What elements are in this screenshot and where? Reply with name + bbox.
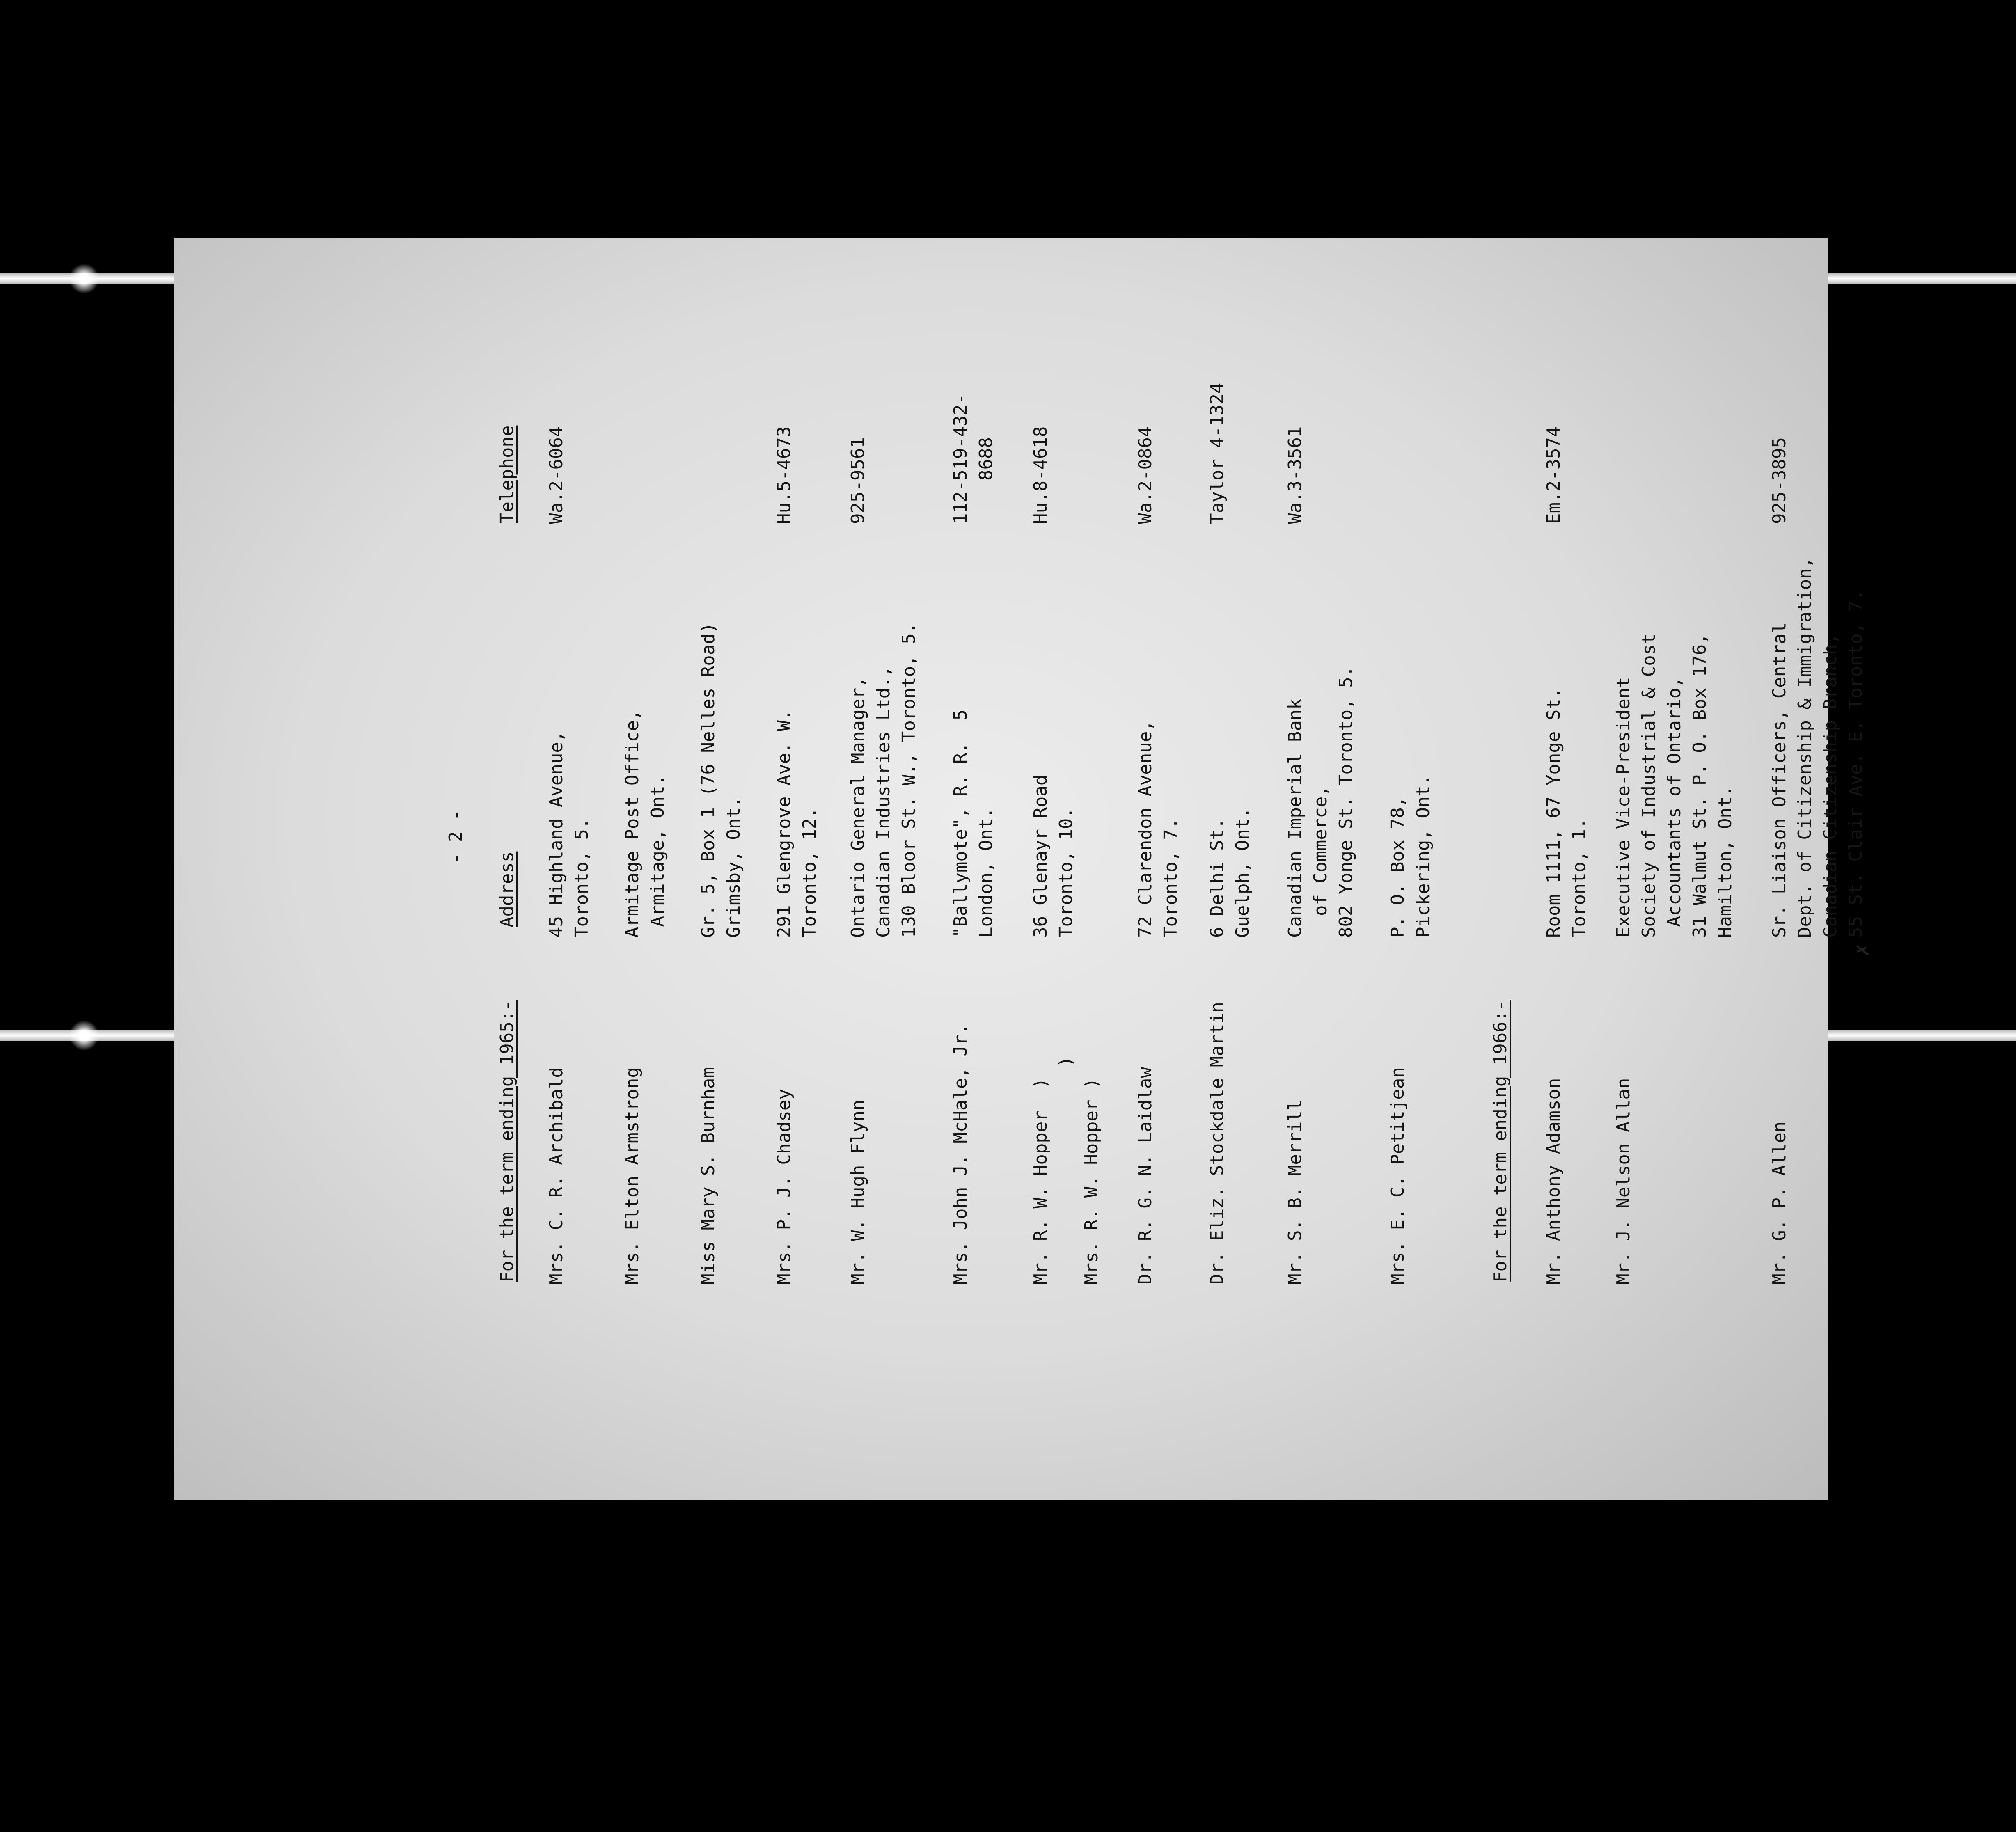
member-name: Mrs. E. C. Petitjean (1387, 1067, 1408, 1285)
member-telephone: Hu.5-4673 (774, 426, 795, 524)
section-heading-1966: For the term ending 1966:- (1490, 1000, 1511, 1282)
member-address: Room 1111, 67 Yonge St. Toronto, 1. (1543, 687, 1590, 938)
member-name: Mrs. P. J. Chadsey (774, 1089, 795, 1285)
member-name: Dr. Eliz. Stockdale Martin (1207, 1002, 1228, 1285)
member-address: "Ballymote", R. R. 5 London, Ont. (950, 709, 997, 938)
member-telephone: 925-3895 (1769, 437, 1790, 524)
column-header-telephone: Telephone (497, 425, 518, 523)
member-address: 6 Delhi St. Guelph, Ont. (1207, 807, 1253, 938)
member-address: Gr. 5, Box 1 (76 Nelles Road) Grimsby, Ont. (698, 622, 744, 938)
member-name: Mr. J. Nelson Allan (1613, 1078, 1634, 1285)
member-address: 291 Glengrove Ave. W. Toronto, 12. (774, 709, 820, 938)
member-name: Mr. G. P. Allen (1769, 1121, 1790, 1285)
member-telephone: Wa.2-6064 (546, 426, 567, 524)
document-page (174, 238, 1874, 1500)
member-telephone: 925-9561 (848, 437, 868, 524)
member-address: Canadian Imperial Bank of Commerce, 802 Yonge St. Toronto, 5. (1285, 666, 1356, 938)
member-name: Mr. S. B. Merrill (1285, 1099, 1306, 1285)
page-number: - 2 - (445, 809, 466, 864)
member-telephone: Hu.8-4618 (1030, 426, 1051, 524)
member-address: Armitage Post Office, Armitage, Ont. (622, 709, 668, 938)
member-name: Mrs. Elton Armstrong (622, 1067, 643, 1285)
member-name: Miss Mary S. Burnham (698, 1067, 719, 1285)
member-telephone: Wa.3-3561 (1285, 426, 1306, 524)
film-sprocket-highlight (70, 263, 99, 295)
member-name: Mrs. C. R. Archibald (546, 1067, 567, 1285)
member-telephone: 112-519-432- 8688 (950, 394, 997, 524)
member-name: Mr. W. Hugh Flynn (848, 1099, 868, 1285)
member-address: 36 Glenayr Road Toronto, 10. (1030, 774, 1077, 938)
member-address: Sr. Liaison Officers, Central Dept. of Citizenship & Immigration, Canadian Citizenship Branch, 55 St. Clair Ave. E. Toronto, 7. (1769, 557, 1866, 938)
member-name: Mr. R. W. Hopper ) ) Mrs. R. W. Hopper ) (1030, 1056, 1102, 1285)
member-telephone: Taylor 4-1324 (1207, 382, 1228, 524)
member-name: Mr. Anthony Adamson (1543, 1078, 1564, 1285)
member-address: P. O. Box 78, Pickering, Ont. (1387, 774, 1434, 938)
member-address: Ontario General Manager, Canadian Industries Ltd., 130 Bloor St. W., Toronto, 5. (848, 622, 919, 938)
page-content (174, 238, 1874, 1500)
handwritten-mark: ✗ (1850, 943, 1874, 956)
column-header-address: Address (497, 851, 518, 927)
film-sprocket-highlight (70, 1019, 99, 1051)
member-name: Mrs. John J. McHale, Jr. (950, 1024, 971, 1285)
section-heading-1965: For the term ending 1965:- (497, 1000, 518, 1282)
member-telephone: Wa.2-0864 (1135, 426, 1156, 524)
member-telephone: Em.2-3574 (1543, 426, 1564, 524)
member-address: 45 Highland Avenue, Toronto, 5. (546, 731, 592, 938)
member-address: Executive Vice-President Society of Industrial & Cost Accountants of Ontario, 31 Walmut St. P. O. Box 176, Hamilton, Ont. (1613, 633, 1736, 938)
member-name: Dr. R. G. N. Laidlaw (1135, 1067, 1156, 1285)
member-address: 72 Clarendon Avenue, Toronto, 7. (1135, 720, 1181, 938)
